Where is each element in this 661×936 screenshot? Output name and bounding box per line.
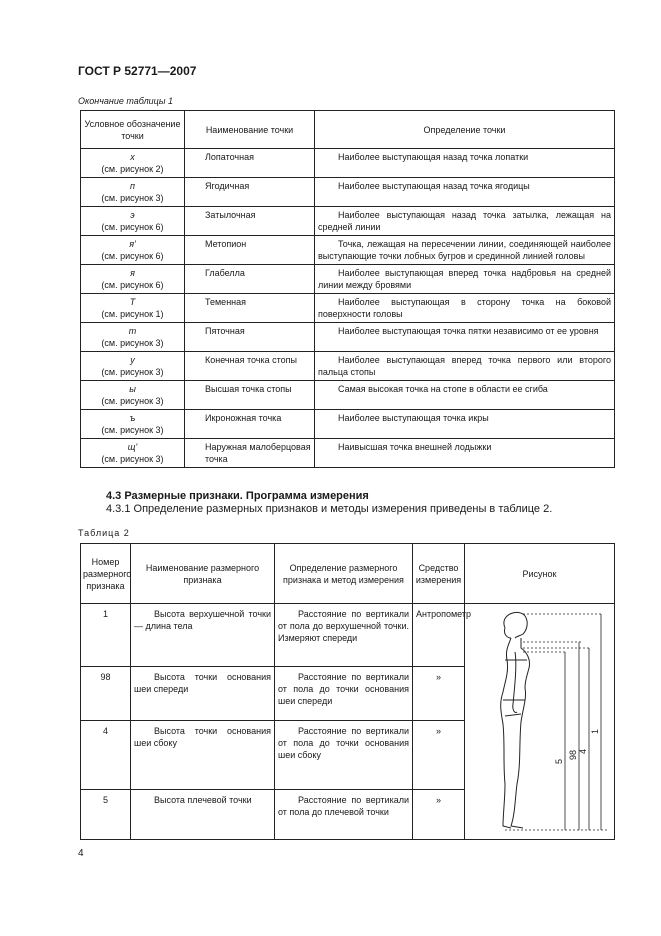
point-symbol: щ' (127, 442, 138, 452)
table-row (81, 381, 615, 410)
hair-outline (504, 628, 511, 638)
figure-label-1: 1 (590, 728, 600, 734)
point-symbol: у (130, 355, 135, 365)
point-figure-ref: (см. рисунок 3) (101, 425, 164, 435)
point-symbol: ы (129, 384, 136, 394)
table-row (81, 352, 615, 381)
measuring-tool: » (413, 721, 465, 790)
feature-method: Расстояние по вертикали от пола до верхушечной точки. Измеряют спереди (275, 604, 413, 667)
point-symbol-cell (81, 178, 185, 207)
head-outline (504, 612, 527, 638)
col-header-definition: Определение точки (315, 111, 615, 149)
point-name: Конечная точка стопы (185, 352, 315, 381)
page-number: 4 (78, 848, 84, 859)
point-name: Метопион (185, 236, 315, 265)
col-header-symbol: Условное обозначение точки (81, 111, 185, 149)
point-symbol-cell (81, 294, 185, 323)
point-figure-ref: (см. рисунок 6) (101, 222, 164, 232)
point-figure-ref: (см. рисунок 1) (101, 309, 164, 319)
point-figure-ref: (см. рисунок 3) (101, 338, 164, 348)
measuring-tool: Антропометр (413, 604, 465, 667)
point-symbol-cell (81, 207, 185, 236)
table-row (81, 149, 615, 178)
point-symbol-cell (81, 323, 185, 352)
table-row (81, 178, 615, 207)
col-header-figure: Рисунок (465, 544, 615, 604)
point-definition: Самая высокая точка на стопе в области ее сгиба (315, 381, 615, 410)
col-header-name: Наименование точки (185, 111, 315, 149)
table-row (81, 410, 615, 439)
table-header-row (81, 111, 615, 149)
feature-number: 4 (81, 721, 131, 790)
point-symbol: Т (129, 297, 136, 307)
point-figure-ref: (см. рисунок 3) (101, 396, 164, 406)
table-row (81, 323, 615, 352)
point-symbol-cell (81, 265, 185, 294)
point-name: Лопаточная (185, 149, 315, 178)
measuring-tool: » (413, 790, 465, 840)
figure-label-98: 98 (568, 749, 578, 760)
feature-number: 5 (81, 790, 131, 840)
section-text: 4.3.1 Определение размерных признаков и методы измерения приведены в таблице 2. (106, 503, 553, 515)
point-symbol: х (130, 152, 135, 162)
point-symbol-cell (81, 149, 185, 178)
point-definition: Наивысшая точка внешней лодыжки (315, 439, 615, 468)
point-definition: Наиболее выступающая назад точка лопатки (315, 149, 615, 178)
col-header-number: Номер размерного признака (81, 544, 131, 604)
point-name: Наружная малоберцовая точка (185, 439, 315, 468)
table-row (81, 265, 615, 294)
table1-caption: Окончание таблицы 1 (78, 96, 173, 106)
table-row (81, 294, 615, 323)
point-name: Затылочная (185, 207, 315, 236)
point-symbol: я' (129, 239, 136, 249)
feature-name: Высота точки основания шеи спереди (131, 666, 275, 721)
feature-name: Высота точки основания шеи сбоку (131, 721, 275, 790)
point-figure-ref: (см. рисунок 3) (101, 193, 164, 203)
point-figure-ref: (см. рисунок 6) (101, 280, 164, 290)
back-body-outline (501, 638, 511, 828)
point-name: Икроножная точка (185, 410, 315, 439)
point-figure-ref: (см. рисунок 3) (101, 367, 164, 377)
point-definition: Наиболее выступающая назад точка затылка, лежащая на средней линии (315, 207, 615, 236)
measuring-tool: » (413, 666, 465, 721)
point-symbol: ъ (129, 413, 136, 423)
point-figure-ref: (см. рисунок 6) (101, 251, 164, 261)
figure-cell (465, 604, 615, 840)
section-title: 4.3 Размерные признаки. Программа измерения (106, 490, 369, 502)
point-symbol-cell (81, 352, 185, 381)
feature-number: 98 (81, 666, 131, 721)
point-symbol-cell (81, 236, 185, 265)
col-header-feature-name: Наименование размерного признака (131, 544, 275, 604)
body-height-figure (465, 604, 614, 836)
feature-name: Высота верхушечной точки — длина тела (131, 604, 275, 667)
points-table (80, 110, 615, 468)
point-definition: Наиболее выступающая вперед точка надбровья на средней линии между бровями (315, 265, 615, 294)
point-definition: Наиболее выступающая точка икры (315, 410, 615, 439)
point-name: Ягодичная (185, 178, 315, 207)
point-symbol-cell (81, 410, 185, 439)
feature-method: Расстояние по вертикали от пола до точки основания шеи сбоку (275, 721, 413, 790)
point-name: Теменная (185, 294, 315, 323)
feature-number: 1 (81, 604, 131, 667)
point-figure-ref: (см. рисунок 2) (101, 164, 164, 174)
figure-label-4: 4 (578, 748, 588, 754)
table-row (81, 439, 615, 468)
point-symbol: э (130, 210, 135, 220)
feature-method: Расстояние по вертикали от пола до плечевой точки (275, 790, 413, 840)
front-body-outline (511, 638, 530, 828)
point-symbol: я (130, 268, 135, 278)
point-definition: Наиболее выступающая вперед точка первого или второго пальца стопы (315, 352, 615, 381)
table-header-row (81, 544, 615, 604)
point-symbol: п (130, 181, 135, 191)
point-figure-ref: (см. рисунок 3) (101, 454, 164, 464)
figure-label-5: 5 (554, 758, 564, 764)
table-row (81, 236, 615, 265)
table-row (81, 604, 615, 667)
point-name: Глабелла (185, 265, 315, 294)
document-header: ГОСТ Р 52771—2007 (78, 64, 197, 78)
point-definition: Наиболее выступающая назад точка ягодицы (315, 178, 615, 207)
point-symbol-cell (81, 381, 185, 410)
point-symbol-cell (81, 439, 185, 468)
point-definition: Наиболее выступающая в сторону точка на боковой поверхности головы (315, 294, 615, 323)
measurements-table (80, 543, 615, 840)
point-definition: Наиболее выступающая точка пятки независимо от ее уровня (315, 323, 615, 352)
table2-caption: Таблица 2 (78, 528, 130, 538)
arm-outline (513, 652, 517, 713)
feature-name: Высота плечевой точки (131, 790, 275, 840)
point-name: Пяточная (185, 323, 315, 352)
table-row (81, 207, 615, 236)
point-name: Высшая точка стопы (185, 381, 315, 410)
col-header-method: Определение размерного признака и метод измерения (275, 544, 413, 604)
feature-method: Расстояние по вертикали от пола до точки основания шеи спереди (275, 666, 413, 721)
col-header-tool: Средство измерения (413, 544, 465, 604)
point-definition: Точка, лежащая на пересечении линии, соединяющей наиболее выступающие точки лобных бугров и срединной линией головы (315, 236, 615, 265)
point-symbol: т (128, 326, 137, 336)
